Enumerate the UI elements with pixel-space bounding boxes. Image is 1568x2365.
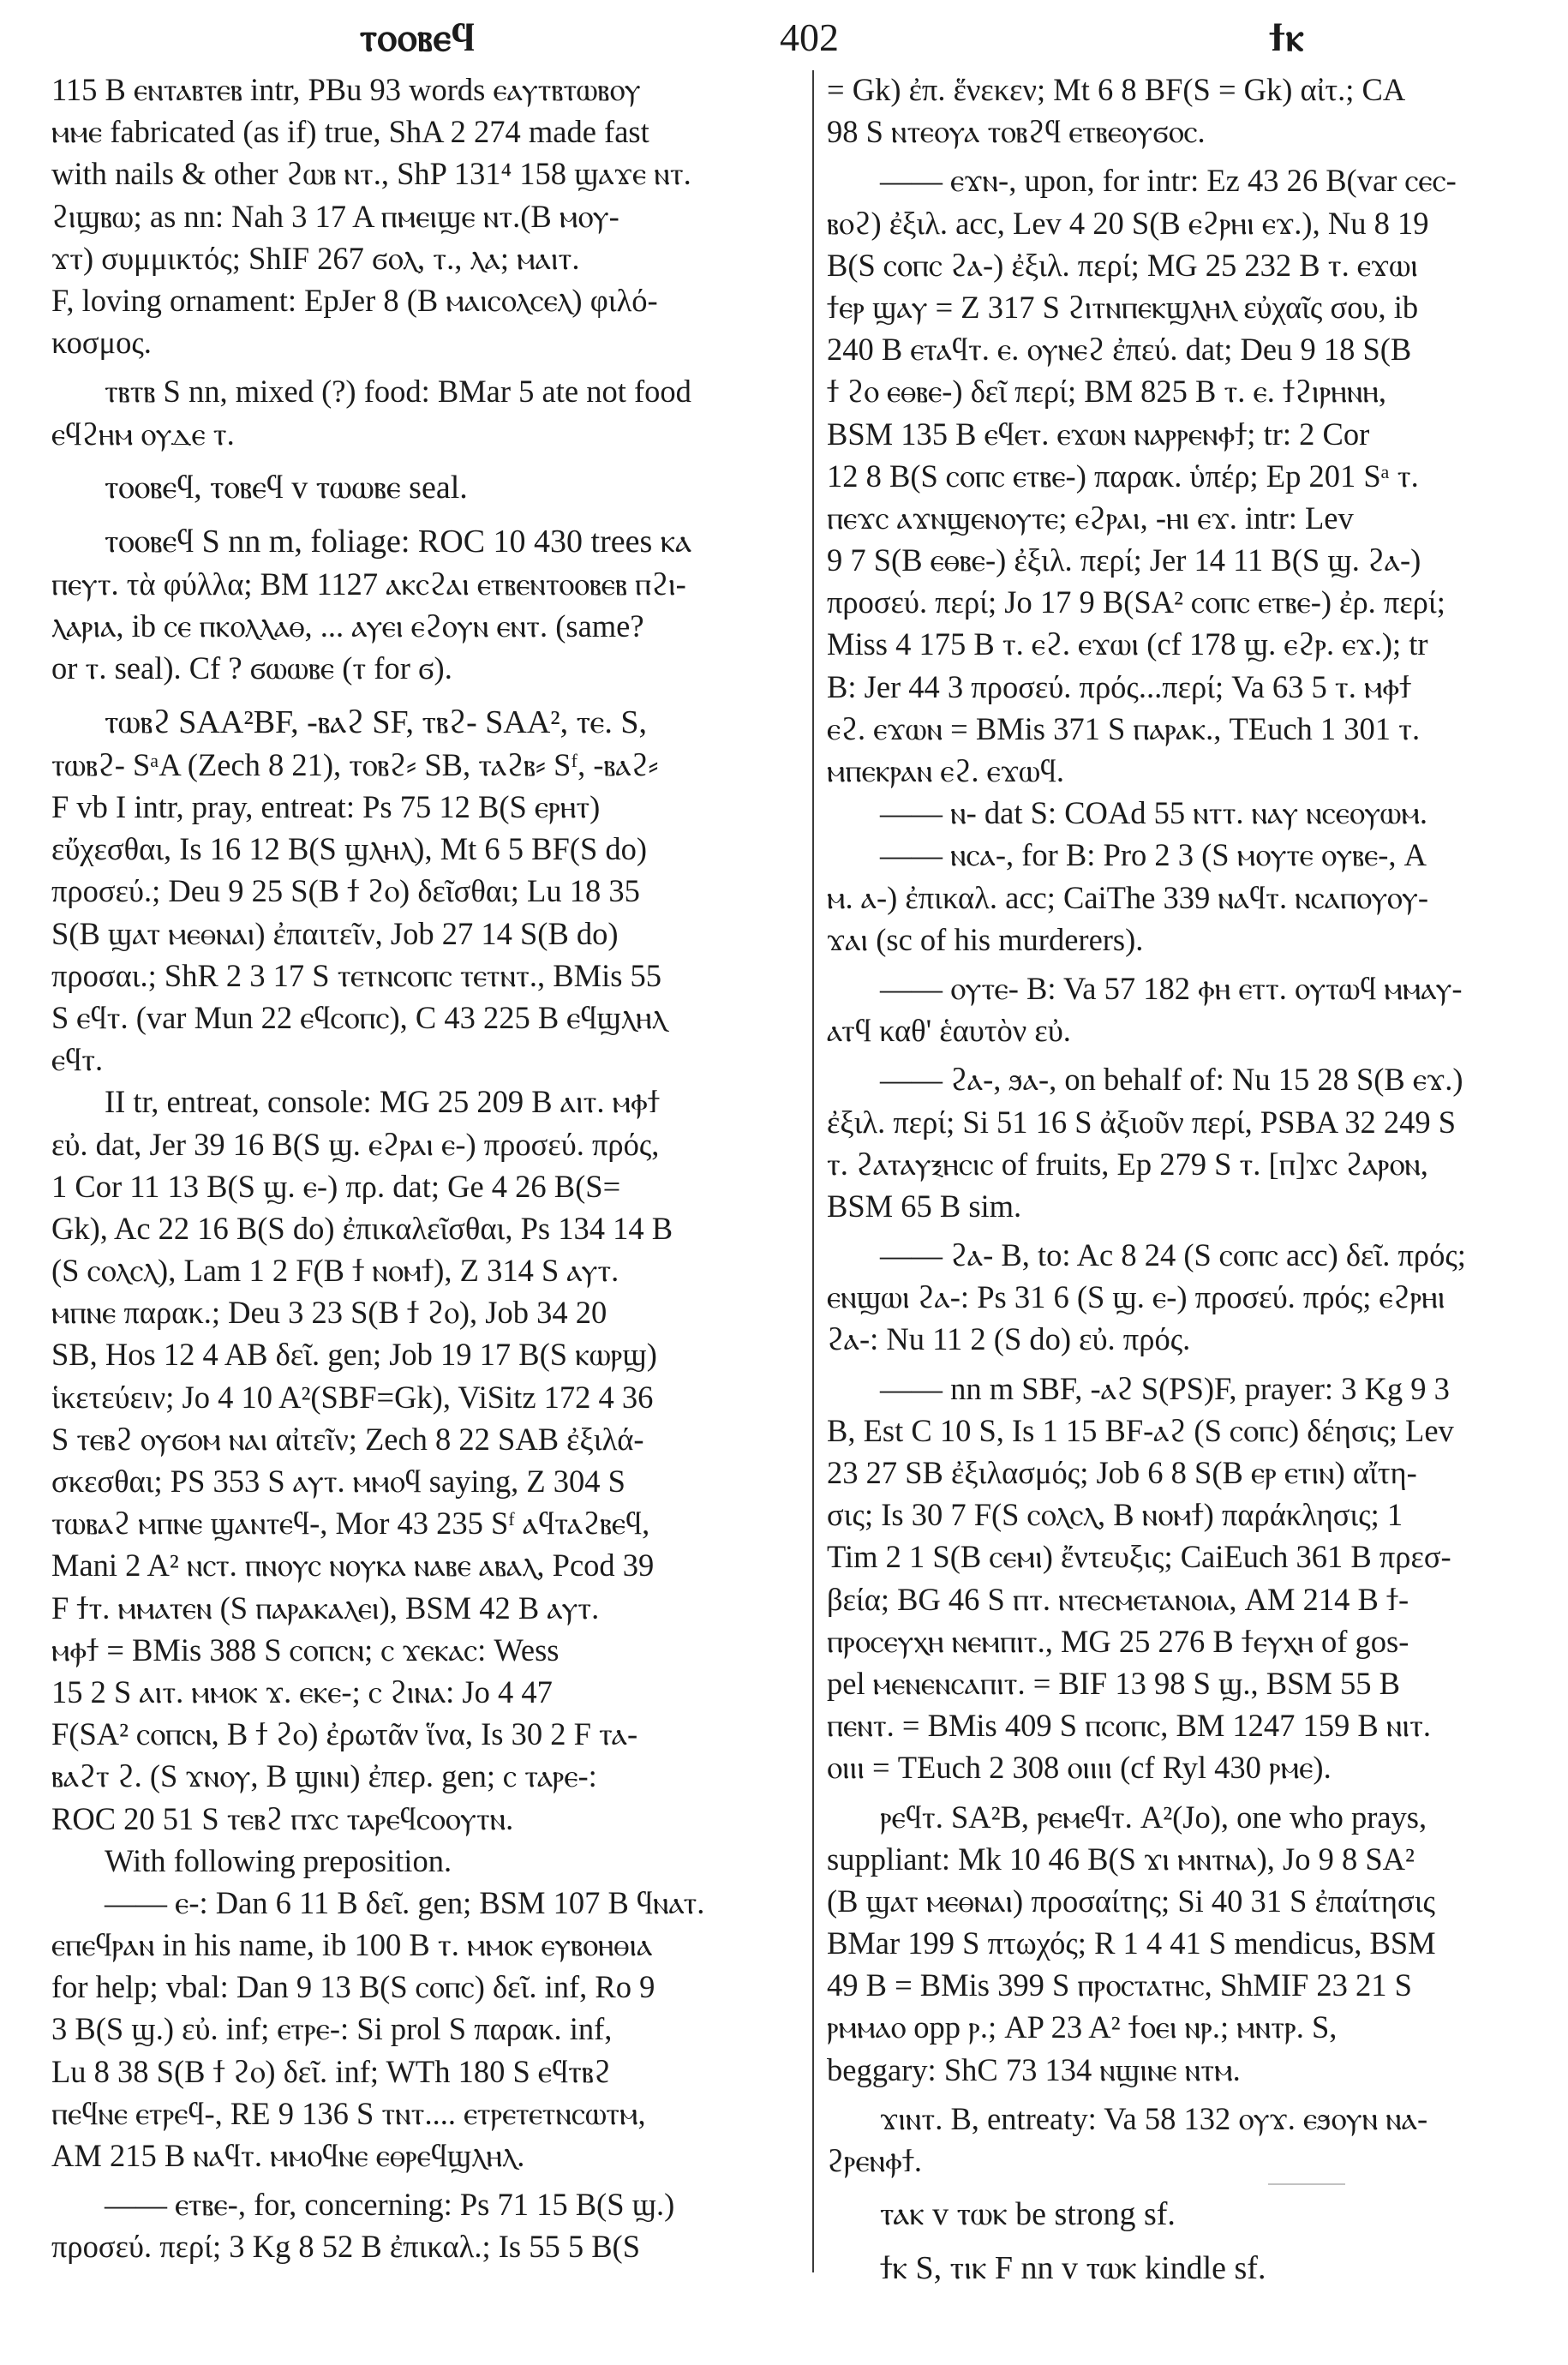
text-line: 115 B ⲉⲛⲧⲁⲃⲧⲉⲃ intr, PBu 93 words ⲉⲁⲩⲧⲃⲧⲱⲃⲟⲩ xyxy=(51,72,641,107)
column-divider xyxy=(812,70,814,2272)
text-line: With following preposition. xyxy=(105,1842,452,1878)
text-line: 23 27 SB ἐξιλασμός; Job 6 8 S(B ⲉⲣ ⲉⲧⲓⲛ) αἴτη- xyxy=(827,1455,1417,1490)
text-line: ⲧⲱⲃϩ- SᵃA (Zech 8 21), ⲧⲟⲃϩ⸗ SB, ⲧⲁϩⲃ⸗ Sᶠ, -ⲃⲁϩ⸗ xyxy=(51,746,659,782)
text-line: ⲙ. ⲁ-) ἐπικαλ. acc; CaiThe 339 ⲛⲁϥⲧ. ⲛⲥⲁⲡⲟⲩⲟⲩ- xyxy=(827,879,1429,915)
text-line: κοσμος. xyxy=(51,325,152,361)
text-line: προσεύ. περί; Jo 17 9 B(SA² ⲥⲟⲡⲥ ⲉⲧⲃⲉ-) ἐρ. περί; xyxy=(827,584,1445,620)
text-line: —— ϩⲁ- B, to: Ac 8 24 (S ⲥⲟⲡⲥ acc) δεῖ. πρός; xyxy=(880,1237,1466,1273)
text-line: ϫⲧ) συμμικτός; ShIF 267 ϭⲟⲗ, ⲧ., ⲗⲁ; ⲙⲁⲓⲧ. xyxy=(51,240,580,276)
text-line: ⲧⲃⲧⲃ S nn, mixed (?) food: BMar 5 ate not food xyxy=(105,374,691,410)
running-head-left: ⲧⲟⲟⲃⲉϥ xyxy=(360,15,476,59)
text-line: AM 215 B ⲛⲁϥⲧ. ⲙⲙⲟϥⲛⲉ ⲉⲑⲣⲉϥϣⲗⲏⲗ. xyxy=(51,2138,525,2173)
text-line: 1 Cor 11 13 B(S ϣ. ⲉ-) πρ. dat; Ge 4 26 B(S= xyxy=(51,1168,621,1204)
text-line: ϯⲕ S, ⲧⲓⲕ F nn v ⲧⲱⲕ kindle sf. xyxy=(880,2250,1266,2287)
text-line: εὔχεσθαι, Is 16 12 B(S ϣⲗⲏⲗ), Mt 6 5 BF(S do) xyxy=(51,831,648,867)
text-line: βεία; BG 46 S ⲡⲧ. ⲛⲧⲉⲥⲙⲉⲧⲁⲛⲟⲓⲁ, AM 214 B ϯ- xyxy=(827,1581,1409,1617)
text-line: ϩⲣⲉⲛⲫϯ. xyxy=(827,2143,923,2178)
text-line: S ⲉϥⲧ. (var Mun 22 ⲉϥⲥⲟⲡⲥ), C 43 225 B ⲉϥϣⲗⲏⲗ xyxy=(51,999,667,1035)
text-line: —— ⲟⲩⲧⲉ- B: Va 57 182 ⲫⲏ ⲉⲧⲧ. ⲟⲩⲧⲱϥ ⲙⲙⲁⲩ- xyxy=(880,970,1463,1006)
text-line: ἱκετεύειν; Jo 4 10 A²(SBF=Gk), ViSitz 172 4 36 xyxy=(51,1379,654,1415)
text-line: BSM 135 B ⲉϥⲉⲧ. ⲉϫⲱⲛ ⲛⲁⲣⲣⲉⲛⲫϯ; tr: 2 Cor xyxy=(827,416,1370,452)
text-line: ϫⲓⲛⲧ. B, entreaty: Va 58 132 ⲟⲩϫ. ⲉϧⲟⲩⲛ ⲛⲁ- xyxy=(880,2100,1428,2136)
text-line: for help; vbal: Dan 9 13 B(S ⲥⲟⲡⲥ) δεῖ. inf, Ro 9 xyxy=(51,1969,655,2005)
text-line: Miss 4 175 B ⲧ. ⲉϩ. ⲉϫⲱⲓ (cf 178 ϣ. ⲉϩⲣ. ⲉϫ.); tr xyxy=(827,626,1428,662)
text-line: ⲉϥⲧ. xyxy=(51,1042,104,1078)
text-line: —— ⲛⲥⲁ-, for B: Pro 2 3 (S ⲙⲟⲩⲧⲉ ⲟⲩⲃⲉ-, A xyxy=(880,837,1427,873)
text-line: —— nn m SBF, -ⲁϩ S(PS)F, prayer: 3 Kg 9 3 xyxy=(880,1370,1450,1406)
text-line: ⲡⲉⲩⲧ. τὰ φύλλα; BM 1127 ⲁⲕⲥϩⲁⲓ ⲉⲧⲃⲉⲛⲧⲟⲟⲃⲉⲃ ⲡϩⲓ- xyxy=(51,566,686,602)
text-line: ⲣⲙⲙⲁⲟ opp ⲣ.; AP 23 A² ϯⲟⲉⲓ ⲛⲣ.; ⲙⲛⲧⲣ. S, xyxy=(827,2009,1338,2045)
text-line: with nails & other ϩⲱⲃ ⲛⲧ., ShP 131⁴ 158 ϣⲁϫⲉ ⲛⲧ. xyxy=(51,156,691,192)
text-line: or ⲧ. seal). Cf ? ϭⲱⲱⲃⲉ (ⲧ for ϭ). xyxy=(51,650,452,686)
text-line: ⲧⲟⲟⲃⲉϥ S nn m, foliage: ROC 10 430 trees ⲕⲁ xyxy=(105,523,692,560)
page-header xyxy=(51,12,1517,63)
text-line: 9 7 S(B ⲉⲑⲃⲉ-) ἐξιλ. περί; Jer 14 11 B(S ϣ. ϩⲁ-) xyxy=(827,542,1421,578)
text-line: ϯⲉⲣ ϣⲁⲩ = Z 317 S ϩⲓⲧⲛⲡⲉⲕϣⲗⲏⲗ εὐχαῖς σου, ib xyxy=(827,289,1419,325)
text-line: ROC 20 51 S ⲧⲉⲃϩ ⲡϫⲥ ⲧⲁⲣⲉϥⲥⲟⲟⲩⲧⲛ. xyxy=(51,1800,514,1836)
text-line: BSM 65 B sim. xyxy=(827,1188,1022,1224)
text-line: ⲃⲁϩⲧ ϩ. (S ϫⲛⲟⲩ, B ϣⲓⲛⲓ) ἐπερ. gen; ⲥ ⲧⲁⲣⲉ-: xyxy=(51,1758,597,1794)
text-line: προσεύ.; Deu 9 25 S(B ϯ ϩⲟ) δεῖσθαι; Lu 18 35 xyxy=(51,873,640,909)
ink-smudge xyxy=(1268,2183,1345,2185)
text-line: —— ⲉ-: Dan 6 11 B δεῖ. gen; BSM 107 B ϥⲛⲁⲧ. xyxy=(105,1884,705,1920)
text-line: B, Est C 10 S, Is 1 15 BF-ⲁϩ (S ⲥⲟⲡⲥ) δέησις; Lev xyxy=(827,1412,1454,1448)
text-line: σκεσθαι; PS 353 S ⲁⲩⲧ. ⲙⲙⲟϥ saying, Z 304 S xyxy=(51,1464,625,1499)
text-line: B(S ⲥⲟⲡⲥ ϩⲁ-) ἐξιλ. περί; MG 25 232 B ⲧ. ⲉϫⲱⲓ xyxy=(827,247,1418,283)
text-line: Gk), Ac 22 16 B(S do) ἐπικαλεῖσθαι, Ps 134 14 B xyxy=(51,1210,673,1246)
text-line: 98 S ⲛⲧⲉⲟⲩⲁ ⲧⲟⲃϩϥ ⲉⲧⲃⲉⲟⲩϭⲟⲥ. xyxy=(827,114,1206,150)
page-number: 402 xyxy=(780,15,839,59)
text-line: ⲧⲱⲃⲁϩ ⲙⲡⲛⲉ ϣⲁⲛⲧⲉϥ-, Mor 43 235 Sᶠ ⲁϥⲧⲁϩⲃⲉϥ, xyxy=(51,1506,650,1542)
text-line: ⲧⲱⲃϩ SAA²BF, -ⲃⲁϩ SF, ⲧⲃϩ- SAA², ⲧⲉ. S, xyxy=(105,704,648,740)
text-line: pel ⲙⲉⲛⲉⲛⲥⲁⲡⲓⲧ. = BIF 13 98 S ϣ., BSM 55 B xyxy=(827,1665,1400,1701)
text-line: ⲡⲉϫⲥ ⲁϫⲛϣⲉⲛⲟⲩⲧⲉ; ⲉϩⲣⲁⲓ, -ⲏⲓ ⲉϫ. intr: Lev xyxy=(827,500,1354,536)
text-line: ⲉϩ. ⲉϫⲱⲛ = BMis 371 S ⲡⲁⲣⲁⲕ., TEuch 1 301 ⲧ. xyxy=(827,710,1421,746)
text-line: Mani 2 A² ⲛⲥⲧ. ⲡⲛⲟⲩⲥ ⲛⲟⲩⲕⲁ ⲛⲁⲃⲉ ⲁⲃⲁⲗ, Pcod 39 xyxy=(51,1548,655,1584)
text-line: 49 B = BMis 399 S ⲡⲣⲟⲥⲧⲁⲧⲏⲥ, ShMIF 23 21 S xyxy=(827,1967,1412,2003)
text-line: ⲡⲉⲛⲧ. = BMis 409 S ⲡⲥⲟⲡⲥ, BM 1247 159 B ⲛⲓⲧ. xyxy=(827,1708,1432,1744)
text-line: 240 B ⲉⲧⲁϥⲧ. ⲉ. ⲟⲩⲛⲉϩ ἐπεύ. dat; Deu 9 18 S(B xyxy=(827,332,1412,368)
text-line: II tr, entreat, console: MG 25 209 B ⲁⲓⲧ. ⲙⲫϯ xyxy=(105,1084,660,1120)
text-line: Tim 2 1 S(B ⲥⲉⲙⲓ) ἔντευξις; CaiEuch 361 B πρεσ- xyxy=(827,1539,1451,1575)
text-line: ⲃⲟϩ) ἐξιλ. acc, Lev 4 20 S(B ⲉϩⲣⲏⲓ ⲉϫ.), Nu 8 19 xyxy=(827,205,1429,241)
text-line: ἐξιλ. περί; Si 51 16 S ἀξιοῦν περί, PSBA 32 249 S xyxy=(827,1104,1457,1140)
text-line: ⲉⲛϣⲱⲓ ϩⲁ-: Ps 31 6 (S ϣ. ⲉ-) προσεύ. πρός; ⲉϩⲣⲏⲓ xyxy=(827,1279,1445,1315)
text-line: ⲧⲁⲕ v ⲧⲱⲕ be strong sf. xyxy=(880,2196,1176,2233)
text-line: ϫⲁⲓ (sc of his murderers). xyxy=(827,921,1144,957)
text-line: S ⲧⲉⲃϩ ⲟⲩϭⲟⲙ ⲛⲁⲓ αἰτεῖν; Zech 8 22 SAB ἐξιλά- xyxy=(51,1421,644,1457)
text-line: 3 B(S ϣ.) εὐ. inf; ⲉⲧⲣⲉ-: Si prol S παρακ. inf, xyxy=(51,2011,613,2047)
text-line: ϯ ϩⲟ ⲉⲑⲃⲉ-) δεῖ περί; BM 825 B ⲧ. ⲉ. ϯϩⲓⲣⲏⲛⲏ, xyxy=(827,374,1387,410)
text-line: ⲧⲟⲟⲃⲉϥ, ⲧⲟⲃⲉϥ v ⲧⲱⲱⲃⲉ seal. xyxy=(105,469,468,506)
text-line: ⲉⲡⲉϥⲣⲁⲛ in his name, ib 100 B ⲧ. ⲙⲙⲟⲕ ⲉⲩⲃⲟⲏⲑⲓⲁ xyxy=(51,1927,653,1963)
text-line: —— ϩⲁ-, ϧⲁ-, on behalf of: Nu 15 28 S(B ⲉϫ.) xyxy=(880,1062,1463,1098)
text-line: suppliant: Mk 10 46 B(S ϫⲓ ⲙⲛⲧⲛⲁ), Jo 9 8 SA² xyxy=(827,1841,1415,1877)
text-line: —— ⲛ- dat S: COAd 55 ⲛⲧⲧ. ⲛⲁⲩ ⲛⲥⲉⲟⲩⲱⲙ. xyxy=(880,795,1428,831)
text-line: F, loving ornament: EpJer 8 (B ⲙⲁⲓⲥⲟⲗⲥⲉⲗ) φιλό- xyxy=(51,282,658,318)
text-line: ⲙⲡⲉⲕⲣⲁⲛ ⲉϩ. ⲉϫⲱϥ. xyxy=(827,753,1065,788)
text-line: (S ⲥⲟⲗⲥⲗ), Lam 1 2 F(B ϯ ⲛⲟⲙϯ), Z 314 S ⲁⲩⲧ. xyxy=(51,1253,619,1289)
text-line: ⲙⲫϯ = BMis 388 S ⲥⲟⲡⲥⲛ; ⲥ ϫⲉⲕⲁⲥ: Wess xyxy=(51,1632,560,1667)
text-line: —— ⲉϫⲛ-, upon, for intr: Ez 43 26 B(var ⲥⲉⲥ- xyxy=(880,163,1457,199)
text-line: εὐ. dat, Jer 39 16 B(S ϣ. ⲉϩⲣⲁⲓ ⲉ-) προσεύ. πρός, xyxy=(51,1126,660,1162)
text-line: Lu 8 38 S(B ϯ ϩⲟ) δεῖ. inf; WTh 180 S ⲉϥⲧⲃϩ xyxy=(51,2053,611,2089)
text-line: (B ϣⲁⲧ ⲙⲉⲑⲛⲁⲓ) προσαίτης; Si 40 31 S ἐπαίτησις xyxy=(827,1883,1435,1919)
text-line: ⲙⲙⲉ fabricated (as if) true, ShA 2 274 made fast xyxy=(51,114,649,150)
text-line: SB, Hos 12 4 AB δεῖ. gen; Job 19 17 B(S ⲕⲱⲣϣ) xyxy=(51,1337,657,1373)
text-line: beggary: ShC 73 134 ⲛϣⲓⲛⲉ ⲛⲧⲙ. xyxy=(827,2051,1241,2087)
text-line: 12 8 B(S ⲥⲟⲡⲥ ⲉⲧⲃⲉ-) παρακ. ὑπέρ; Ep 201 Sᵃ ⲧ. xyxy=(827,458,1419,494)
text-line: σις; Is 30 7 F(S ⲥⲟⲗⲥⲗ, B ⲛⲟⲙϯ) παράκλησις; 1 xyxy=(827,1497,1403,1533)
text-line: F(SA² ⲥⲟⲡⲥⲛ, B ϯ ϩⲟ) ἐρωτᾶν ἵνα, Is 30 2 F ⲧⲁ- xyxy=(51,1716,638,1752)
text-line: 15 2 S ⲁⲓⲧ. ⲙⲙⲟⲕ ϫ. ⲉⲕⲉ-; ⲥ ϩⲓⲛⲁ: Jo 4 47 xyxy=(51,1673,553,1709)
text-line: ⲡⲉϥⲛⲉ ⲉⲧⲣⲉϥ-, RE 9 136 S ⲧⲛⲧ.... ⲉⲧⲣⲉⲧⲉⲧⲛⲥⲱⲧⲙ, xyxy=(51,2095,646,2131)
text-line: ⲙⲡⲛⲉ παρακ.; Deu 3 23 S(B ϯ ϩⲟ), Job 34 20 xyxy=(51,1295,607,1331)
text-line: F ϯⲧ. ⲙⲙⲁⲧⲉⲛ (S ⲡⲁⲣⲁⲕⲁⲗⲉⲓ), BSM 42 B ⲁⲩⲧ. xyxy=(51,1590,600,1626)
text-line: = Gk) ἐπ. ἕνεκεν; Mt 6 8 BF(S = Gk) αἰτ.; CA xyxy=(827,72,1406,107)
text-line: ϩⲁ-: Nu 11 2 (S do) εὐ. πρός. xyxy=(827,1321,1191,1357)
text-line: F vb I intr, pray, entreat: Ps 75 12 B(S ⲉⲣⲏⲧ) xyxy=(51,789,601,824)
text-line: ⲡⲣⲟⲥⲉⲩⲭⲏ ⲛⲉⲙⲡⲓⲧ., MG 25 276 B ϯⲉⲩⲭⲏ of gos- xyxy=(827,1623,1409,1659)
text-line: προσαι.; ShR 2 3 17 S ⲧⲉⲧⲛⲥⲟⲡⲥ ⲧⲉⲧⲛⲧ., BMis 55 xyxy=(51,957,662,993)
text-line: —— ⲉⲧⲃⲉ-, for, concerning: Ps 71 15 B(S ϣ.) xyxy=(105,2187,675,2223)
text-line: ϩⲓϣⲃⲱ; as nn: Nah 3 17 A ⲡⲙⲉⲓϣⲉ ⲛⲧ.(B ⲙⲟⲩ- xyxy=(51,198,619,234)
text-line: B: Jer 44 3 προσεύ. πρός...περί; Va 63 5 ⲧ. ⲙⲫϯ xyxy=(827,668,1412,704)
text-line: ⲟⲓⲓⲓ = TEuch 2 308 ⲟⲓⲓⲓⲓ (cf Ryl 430 ⲣⲙⲉ). xyxy=(827,1750,1332,1786)
left-column xyxy=(51,69,818,2268)
text-line: ⲗⲁⲣⲓⲁ, ib ⲥⲉ ⲡⲕⲟⲗⲗⲁⲑ, ... ⲁⲩⲉⲓ ⲉϩⲟⲩⲛ ⲉⲛⲧ. (same? xyxy=(51,608,644,644)
text-line: ⲉϥϩⲏⲙ ⲟⲩⲇⲉ ⲧ. xyxy=(51,416,235,452)
text-line: S(B ϣⲁⲧ ⲙⲉⲑⲛⲁⲓ) ἐπαιτεῖν, Job 27 14 S(B do) xyxy=(51,915,619,951)
text-line: ⲣⲉϥⲧ. SA²B, ⲣⲉⲙⲉϥⲧ. A²(Jo), one who prays, xyxy=(880,1799,1427,1835)
text-line: ⲧ. ϩⲁⲧⲁⲩⲝⲏⲥⲓⲥ of fruits, Ep 279 S ⲧ. [ⲡ]ϫⲥ ϩⲁⲣⲟⲛ, xyxy=(827,1146,1428,1182)
right-column xyxy=(827,69,1521,2290)
text-line: BMar 199 S πτωχός; R 1 4 41 S mendicus, BSM xyxy=(827,1925,1436,1961)
text-line: προσεύ. περί; 3 Kg 8 52 B ἐπικαλ.; Is 55 5 B(S xyxy=(51,2229,640,2265)
running-head-right: ϯⲕ xyxy=(1268,15,1304,59)
text-line: ⲁⲧϥ καθ' ἑαυτὸν εὐ. xyxy=(827,1013,1071,1049)
